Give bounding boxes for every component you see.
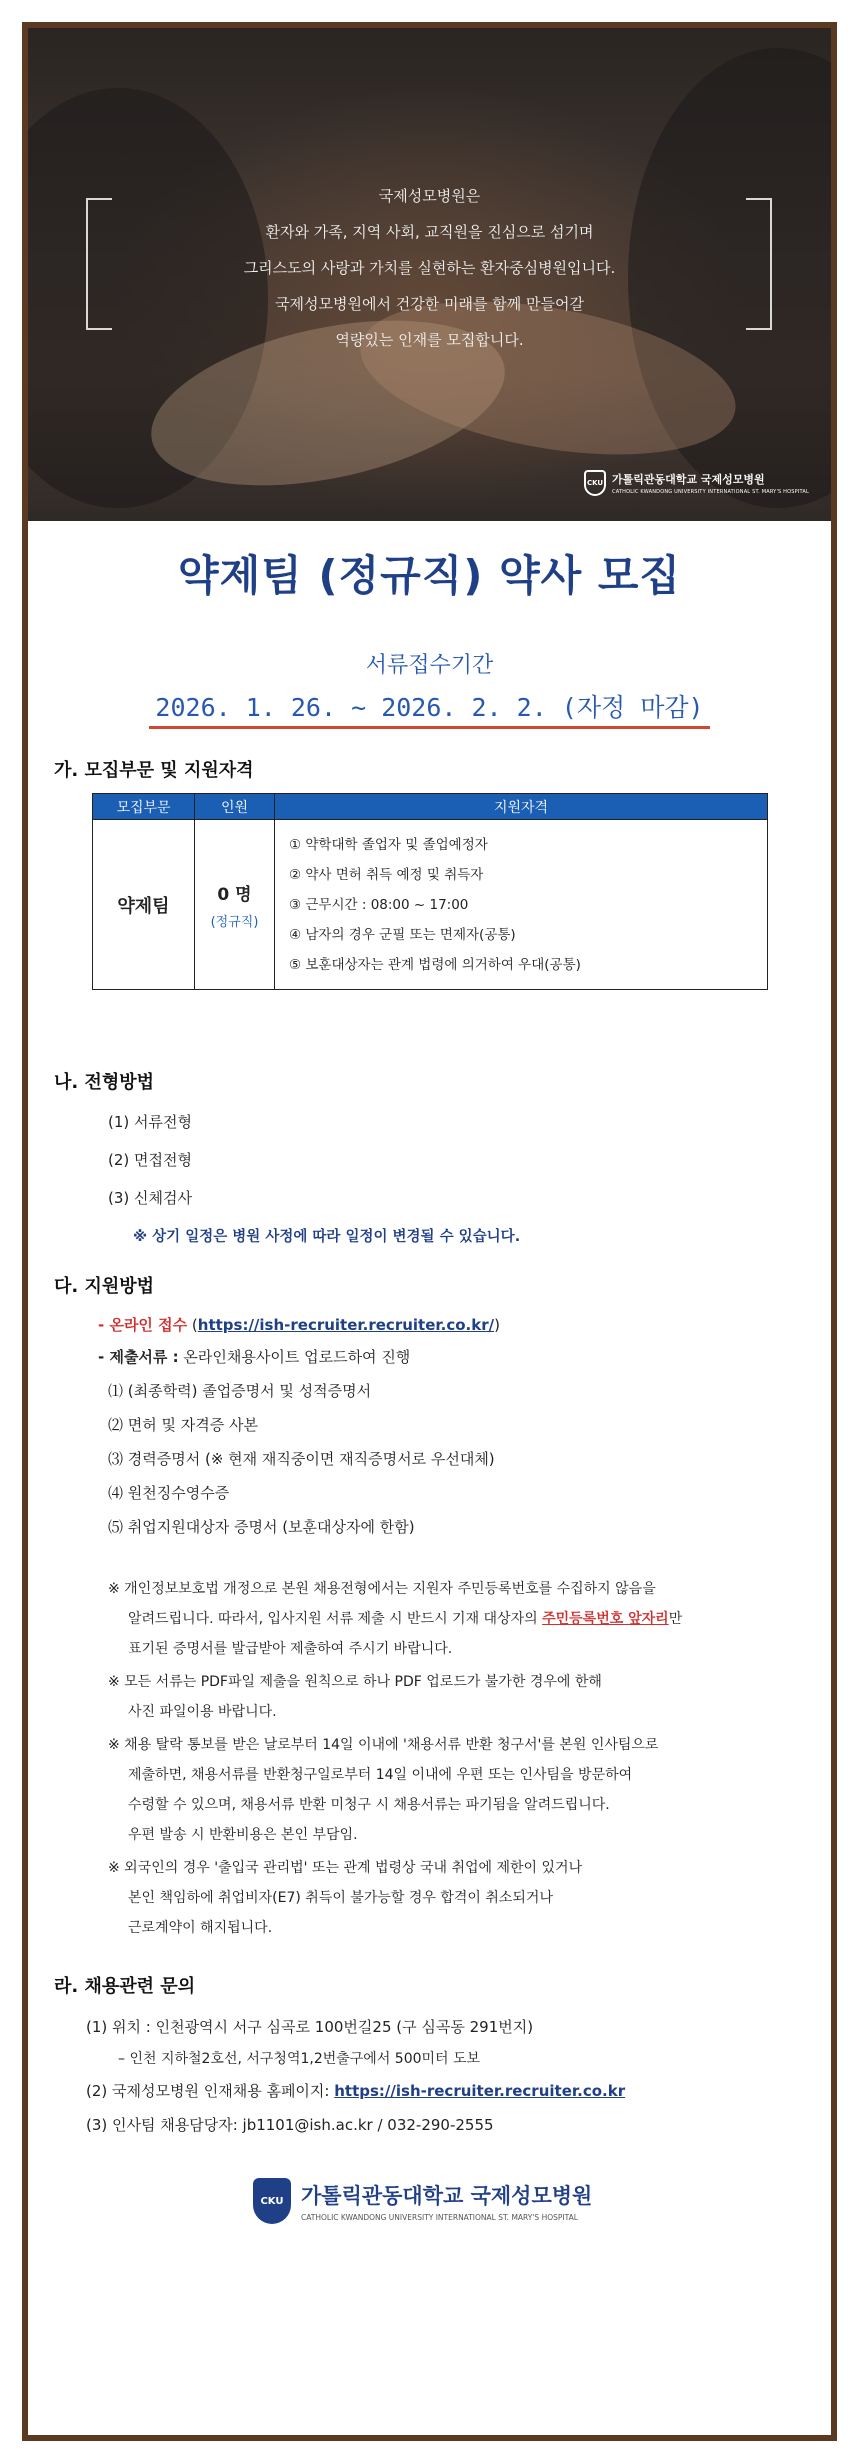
hero-hospital-logo (584, 468, 809, 498)
table-cell-dept: 약제팀 (93, 820, 195, 990)
table-header-quals: 지원자격 (275, 794, 768, 820)
document-item: ⑵ 면허 및 자격증 사본 (108, 1416, 258, 1434)
return-notice-cont: 우편 발송 시 반환비용은 본인 부담임. (128, 1827, 358, 1843)
table-header-count: 인원 (195, 794, 275, 820)
contact-info: (3) 인사팀 채용담당자: jb1101@ish.ac.kr / 032-290-2555 (86, 2116, 494, 2134)
privacy-notice-cont: 표기된 증명서를 발급받아 제출하여 주시기 바랍니다. (128, 1641, 453, 1657)
foreigner-notice-cont: 근로계약이 해지됩니다. (128, 1920, 273, 1936)
privacy-notice-cont (128, 1608, 682, 1628)
hero-line: 환자와 가족, 지역 사회, 교직원을 진심으로 섬기며 (265, 223, 594, 241)
schedule-notice: ※ 상기 일정은 병원 사정에 따라 일정이 변경될 수 있습니다. (133, 1229, 521, 1245)
privacy-text-end: 만 (668, 1611, 683, 1627)
privacy-text: 알려드립니다. 따라서, 입사지원 서류 제출 시 반드시 기재 대상자의 (128, 1611, 543, 1627)
footer-logo-english: CATHOLIC KWANDONG UNIVERSITY INTERNATIONAL ST. MARY'S HOSPITAL (301, 2213, 578, 2222)
qualification-item: ② 약사 면허 취득 예정 및 취득자 (289, 866, 484, 883)
homepage-link[interactable]: https://ish-recruiter.recruiter.co.kr (334, 2082, 626, 2100)
return-notice-cont: 제출하면, 채용서류를 반환청구일로부터 14일 이내에 우편 또는 인사팀을 방문하여 (128, 1767, 633, 1783)
return-notice: ※ 채용 탈락 통보를 받은 날로부터 14일 이내에 '채용서류 반환 청구서'를 본원 인사팀으로 (108, 1737, 659, 1753)
section-heading-ra: 라. 채용관련 문의 (54, 1976, 196, 1997)
selection-step: (3) 신체검사 (108, 1189, 192, 1207)
hospital-shield-icon: CKU (584, 470, 606, 496)
selection-step: (1) 서류전형 (108, 1113, 192, 1131)
location-info: (1) 위치 : 인천광역시 서구 심곡로 100번길25 (구 심곡동 291번지) (86, 2018, 534, 2036)
section-heading-ga: 가. 모집부문 및 지원자격 (54, 760, 254, 781)
page-title: 약제팀 (정규직) 약사 모집 (178, 551, 681, 600)
qualification-item: ③ 근무시간 : 08:00 ~ 17:00 (289, 896, 469, 913)
hero-message (28, 178, 831, 358)
document-item: ⑶ 경력증명서 (※ 현재 재직중이면 재직증명서로 우선대체) (108, 1450, 495, 1468)
period-label: 서류접수기간 (365, 653, 494, 678)
table-cell-quals (275, 820, 768, 990)
hospital-shield-icon: CKU (253, 2178, 291, 2224)
documents-label: - 제출서류 : (98, 1348, 179, 1366)
online-apply-label: - 온라인 접수 (98, 1316, 188, 1334)
section-heading-na: 나. 전형방법 (54, 1072, 155, 1093)
document-item: ⑷ 원천징수영수증 (108, 1484, 230, 1502)
documents-method: 온라인채용사이트 업로드하여 진행 (178, 1348, 411, 1366)
hero-line: 국제성모병원에서 건강한 미래를 함께 만들어갈 (275, 295, 584, 313)
table-cell-count (195, 820, 275, 990)
foreigner-notice: ※ 외국인의 경우 '출입국 관리법' 또는 관계 법령상 국내 취업에 제한이 있거나 (108, 1860, 583, 1876)
return-notice-cont: 수령할 수 있으며, 채용서류 반환 미청구 시 채용서류는 파기됨을 알려드립니다. (128, 1797, 610, 1813)
foreigner-notice-cont: 본인 책임하에 취업비자(E7) 취득이 불가능할 경우 합격이 취소되거나 (128, 1890, 553, 1906)
hero-banner (28, 28, 831, 521)
hero-line: 그리스도의 사랑과 가치를 실현하는 환자중심병원입니다. (243, 259, 616, 277)
online-apply-line (98, 1314, 500, 1335)
paren-close: ) (494, 1316, 500, 1334)
hero-logo-english: CATHOLIC KWANDONG UNIVERSITY INTERNATIONAL ST. MARY'S HOSPITAL (612, 489, 810, 495)
table-header-dept: 모집부문 (93, 794, 195, 820)
qualification-item: ⑤ 보훈대상자는 관계 법령에 의거하여 우대(공통) (289, 956, 581, 973)
privacy-notice: ※ 개인정보보호법 개정으로 본원 채용전형에서는 지원자 주민등록번호를 수집하지 않음을 (108, 1581, 656, 1597)
directions-info: – 인천 지하철2호선, 서구청역1,2번출구에서 500미터 도보 (118, 2051, 481, 2067)
section-heading-da: 다. 지원방법 (54, 1276, 155, 1297)
homepage-label: (2) 국제성모병원 인재채용 홈페이지: (86, 2082, 335, 2100)
footer-hospital-logo (253, 2178, 592, 2224)
poster-frame (22, 22, 837, 2441)
resident-number-front: 주민등록번호 앞자리 (542, 1611, 669, 1627)
pdf-notice: ※ 모든 서류는 PDF파일 제출을 원칙으로 하나 PDF 업로드가 불가한 경우에 한해 (108, 1674, 602, 1690)
qualification-item: ④ 남자의 경우 군필 또는 면제자(공통) (289, 926, 516, 943)
application-period (28, 688, 831, 729)
homepage-info (86, 2080, 625, 2101)
period-value: 2026. 1. 26. ~ 2026. 2. 2. (자정 마감) (149, 688, 709, 729)
online-apply-link[interactable]: https://ish-recruiter.recruiter.co.kr/ (197, 1316, 495, 1334)
hero-logo-korean: 가톨릭관동대학교 국제성모병원 (612, 473, 765, 486)
hero-line: 국제성모병원은 (378, 187, 481, 205)
footer-logo-korean: 가톨릭관동대학교 국제성모병원 (301, 2184, 593, 2208)
recruitment-table (92, 793, 768, 990)
selection-step: (2) 면접전형 (108, 1151, 192, 1169)
document-item: ⑴ (최종학력) 졸업증명서 및 성적증명서 (108, 1382, 372, 1400)
pdf-notice-cont: 사진 파일이용 바랍니다. (128, 1704, 277, 1720)
headcount: 0 명 (217, 884, 252, 905)
qualification-item: ① 약학대학 졸업자 및 졸업예정자 (289, 836, 488, 853)
employment-type: (정규직) (210, 914, 259, 930)
documents-line (98, 1346, 410, 1367)
document-item: ⑸ 취업지원대상자 증명서 (보훈대상자에 한함) (108, 1518, 415, 1536)
hero-line: 역량있는 인재를 모집합니다. (335, 331, 524, 349)
paren-open: ( (191, 1316, 198, 1334)
